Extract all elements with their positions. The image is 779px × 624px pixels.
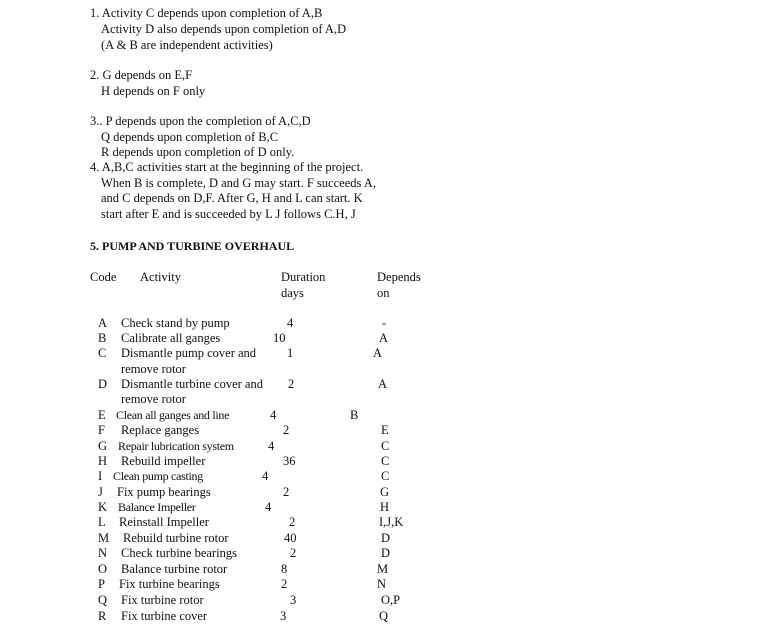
row-duration: 2 [289,515,296,529]
row-code: B [98,331,107,345]
row-activity: Check stand by pump [121,316,230,330]
row-duration: 4 [262,469,269,483]
header-code: Code [90,270,117,284]
row-code: O [98,562,108,576]
row-duration: 8 [281,562,288,576]
row-activity: Calibrate all ganges [121,331,221,345]
row-duration: 3 [280,609,287,623]
row-depends: M [377,562,389,576]
row-activity: Clean all ganges and line [116,408,230,422]
row-depends: C [381,439,390,453]
row-code: L [98,515,106,529]
row-code: I [98,469,103,483]
row-duration: 2 [290,546,297,560]
row-duration: 2 [281,577,288,591]
row-code: D [98,377,108,391]
row-activity-cont: remove rotor [121,362,186,376]
row-activity: Clean pump casting [113,469,203,483]
row-depends: A [378,377,388,391]
row-code: A [98,316,108,330]
row-activity: Dismantle turbine cover and [121,377,263,391]
row-activity: Fix pump bearings [117,485,211,499]
row-activity: Dismantle pump cover and [121,346,257,360]
row-depends: I,J,K [379,515,404,529]
row-activity: Fix turbine cover [121,609,208,623]
header-duration: Duration [281,270,326,284]
row-code: G [98,439,108,453]
problem-1-line-3: (A & B are independent activities) [101,38,273,52]
row-code: N [98,546,108,560]
row-code: C [98,346,107,360]
row-activity: Balance turbine rotor [121,562,228,576]
row-depends: E [381,423,389,437]
row-depends: B [350,408,359,422]
row-duration: 4 [287,316,294,330]
row-activity: Check turbine bearings [121,546,237,560]
row-depends: A [373,346,383,360]
row-depends: C [381,454,390,468]
row-depends: D [381,531,391,545]
row-depends: G [380,485,390,499]
row-depends: N [377,577,387,591]
row-code: K [98,500,108,514]
row-activity: Reinstall Impeller [119,515,209,529]
row-depends: O,P [381,593,401,607]
problem-3-line-3: R depends upon completion of D only. [101,145,295,159]
row-activity: Balance Impeller [118,500,196,514]
row-depends: C [381,469,390,483]
row-code: R [98,609,107,623]
row-duration: 2 [288,377,295,391]
header-depends-on: on [377,286,390,300]
row-duration: 1 [287,346,294,360]
row-activity: Repair lubrication system [118,439,234,453]
row-duration: 40 [284,531,297,545]
row-code: P [98,577,105,591]
row-activity: Replace ganges [121,423,200,437]
row-activity-cont: remove rotor [121,392,186,406]
row-depends: A [379,331,389,345]
row-duration: 10 [273,331,286,345]
row-duration: 4 [270,408,277,422]
header-duration-unit: days [281,286,304,300]
problem-3-line-2: Q depends upon completion of B,C [101,130,279,144]
row-depends: D [381,546,391,560]
row-activity: Fix turbine rotor [121,593,204,607]
section-title: 5. PUMP AND TURBINE OVERHAUL [90,239,295,253]
problem-4-line-3: and C depends on D,F. After G, H and L can start. K [101,191,363,205]
row-code: M [98,531,110,545]
row-depends: H [380,500,390,514]
row-code: H [98,454,108,468]
row-code: E [98,408,106,422]
row-depends: Q [379,609,389,623]
row-duration: 2 [283,485,290,499]
row-duration: 2 [283,423,290,437]
row-duration: 4 [268,439,275,453]
problem-3-line-1: 3.. P depends upon the completion of A,C,D [90,114,311,128]
row-code: Q [98,593,108,607]
problem-1-line-2: Activity D also depends upon completion of A,D [101,22,347,36]
problem-4-line-2: When B is complete, D and G may start. F succeeds A, [101,176,376,190]
row-duration: 36 [283,454,296,468]
problem-4-line-4: start after E and is succeeded by L J follows C.H, J [101,207,356,221]
header-activity: Activity [140,270,181,284]
row-activity: Rebuild impeller [121,454,206,468]
problem-2-line-1: 2. G depends on E,F [90,68,193,82]
row-activity: Fix turbine bearings [119,577,220,591]
row-code: J [98,485,103,499]
row-activity: Rebuild turbine rotor [123,531,229,545]
row-code: F [98,423,105,437]
row-duration: 4 [265,500,272,514]
header-depends: Depends [377,270,421,284]
problem-1-line-1: 1. Activity C depends upon completion of A,B [90,6,323,20]
problem-4-line-1: 4. A,B,C activities start at the beginning of the project. [90,160,364,174]
row-depends: - [382,316,387,330]
problem-2-line-2: H depends on F only [101,84,206,98]
row-duration: 3 [290,593,297,607]
